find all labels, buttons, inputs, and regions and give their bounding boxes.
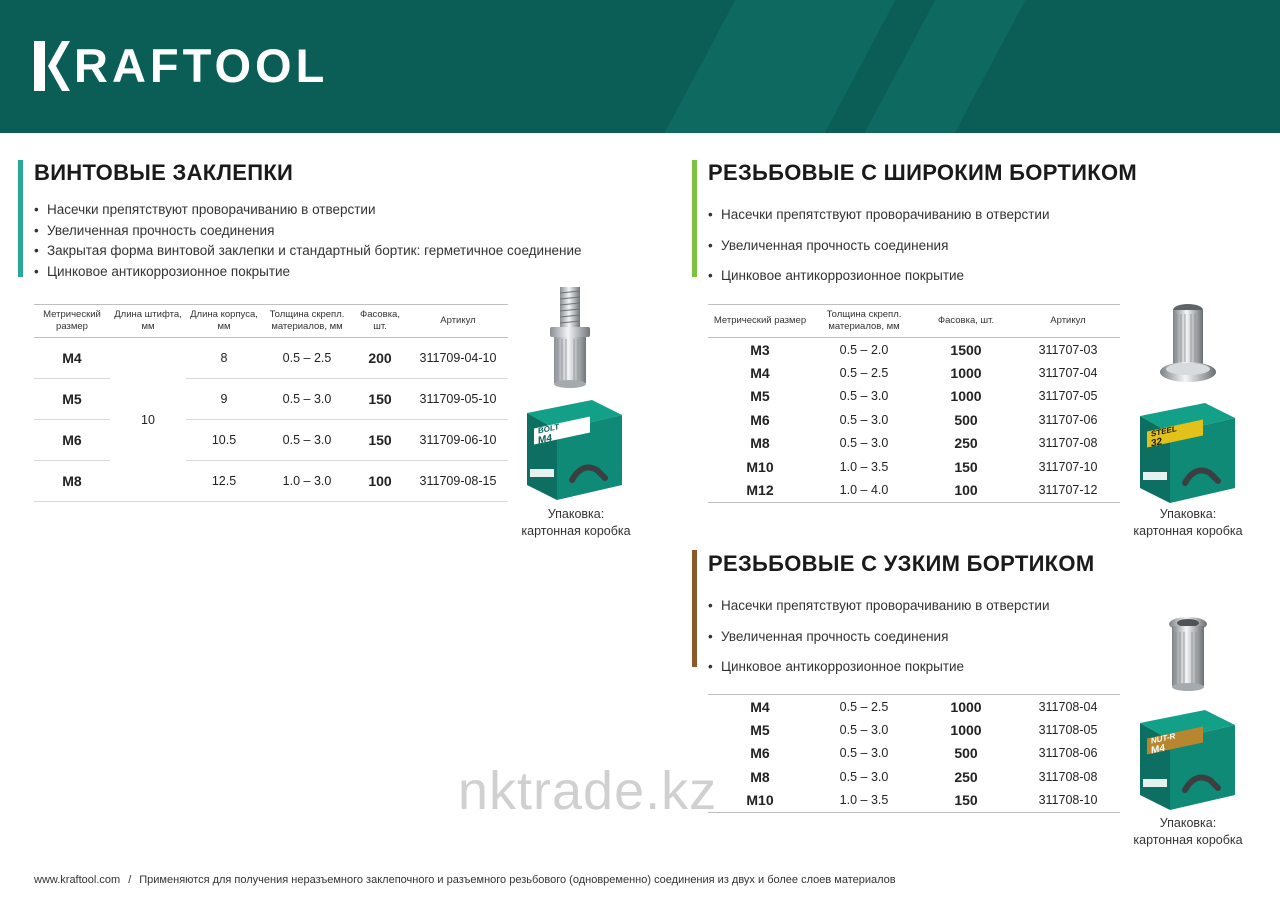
cell-thickness: 0.5 – 2.0 bbox=[839, 342, 889, 357]
packaging-caption bbox=[1122, 815, 1254, 849]
package-box-image bbox=[522, 395, 627, 505]
cell-body-length: 12.5 bbox=[186, 461, 262, 502]
box-size: M4 bbox=[538, 432, 552, 447]
header-decor-stripe bbox=[865, 0, 1026, 133]
page-footer bbox=[34, 874, 896, 886]
cell-pack: 150 bbox=[916, 789, 1016, 813]
package-box-image bbox=[1135, 705, 1240, 813]
spec-table-narrow-flange bbox=[708, 694, 1120, 813]
caption-line: Упаковка: bbox=[1159, 816, 1217, 830]
table-row bbox=[708, 718, 1120, 742]
watermark: nktrade.kz bbox=[458, 761, 718, 821]
header-decor-stripe bbox=[665, 0, 896, 133]
footer-separator: / bbox=[128, 874, 132, 886]
table-row bbox=[708, 338, 1120, 362]
section-accent-bar bbox=[18, 160, 23, 277]
table-row bbox=[34, 461, 508, 502]
cell-size: M10 bbox=[746, 458, 774, 475]
feature-item: • Цинковое антикоррозионное покрытие bbox=[34, 262, 582, 283]
cell-size: M5 bbox=[750, 388, 770, 405]
box-label: STEEL bbox=[1151, 424, 1177, 439]
cell-pack: 500 bbox=[954, 745, 978, 762]
section-title-narrow-flange: РЕЗЬБОВЫЕ С УЗКИМ БОРТИКОМ bbox=[708, 551, 1095, 576]
cell-thickness: 0.5 – 2.5 bbox=[839, 365, 889, 380]
feature-item: • Увеличенная прочность соединения bbox=[34, 221, 582, 242]
table-row bbox=[34, 338, 508, 379]
table-row bbox=[708, 742, 1120, 766]
cell-body-length: 9 bbox=[186, 379, 262, 420]
cell-size: M8 bbox=[34, 461, 110, 502]
cell-article: 311709-05-10 bbox=[408, 379, 508, 420]
cell-size: M12 bbox=[708, 479, 812, 503]
cell-thickness: 0.5 – 3.0 bbox=[262, 420, 352, 461]
feature-item: • Увеличенная прочность соединения bbox=[708, 231, 1050, 262]
kraftool-logo bbox=[34, 40, 328, 92]
cell-size: M10 bbox=[708, 789, 812, 813]
cell-pack: 150 bbox=[954, 458, 978, 475]
cell-pin-length: 10 bbox=[110, 338, 186, 502]
section-accent-bar bbox=[692, 550, 697, 667]
cell-thickness: 0.5 – 3.0 bbox=[839, 389, 889, 404]
cell-pack: 1000 bbox=[916, 695, 1016, 719]
cell-size: M8 bbox=[750, 435, 770, 452]
caption-line: картонная коробка bbox=[1133, 524, 1243, 538]
column-header: Метрический размер bbox=[708, 305, 812, 338]
caption-line: Упаковка: bbox=[547, 507, 605, 521]
cell-size: M4 bbox=[750, 364, 770, 381]
cell-pack: 1500 bbox=[950, 341, 982, 358]
table-row bbox=[708, 479, 1120, 503]
feature-list bbox=[708, 200, 1050, 292]
website-link[interactable]: www.kraftool.com bbox=[34, 874, 121, 886]
table-row bbox=[708, 408, 1120, 432]
box-label: NUT-R bbox=[1151, 731, 1176, 746]
screw-rivet-image bbox=[545, 285, 595, 395]
cell-article: 311707-12 bbox=[1016, 479, 1120, 503]
logo-wordmark: RAFTOOL bbox=[74, 39, 329, 92]
cell-thickness: 0.5 – 3.0 bbox=[839, 722, 889, 737]
cell-body-length: 10.5 bbox=[186, 420, 262, 461]
cell-body-length: 8 bbox=[186, 338, 262, 379]
cell-size: M4 bbox=[708, 695, 812, 719]
cell-article: 311707-10 bbox=[1038, 459, 1098, 474]
cell-pack: 200 bbox=[352, 338, 408, 379]
box-size: M4 bbox=[1151, 742, 1165, 757]
table-header-row bbox=[708, 305, 1120, 338]
spec-table-screw-rivets bbox=[34, 304, 508, 502]
table-row bbox=[708, 385, 1120, 409]
column-header: Длина корпуса, мм bbox=[186, 305, 262, 338]
cell-thickness: 1.0 – 3.5 bbox=[812, 789, 916, 813]
cell-size: M5 bbox=[750, 721, 770, 738]
feature-item: • Закрытая форма винтовой заклепки и стандартный бортик: герметичное соединение bbox=[34, 241, 582, 262]
feature-item: • Цинковое антикоррозионное покрытие bbox=[708, 261, 1050, 292]
section-title-screw-rivets: ВИНТОВЫЕ ЗАКЛЕПКИ bbox=[34, 160, 294, 185]
table-row bbox=[708, 765, 1120, 789]
cell-pack: 1000 bbox=[950, 364, 982, 381]
cell-thickness: 1.0 – 3.5 bbox=[839, 459, 889, 474]
cell-pack: 250 bbox=[954, 435, 978, 452]
table-row bbox=[708, 789, 1120, 813]
cell-pack: 100 bbox=[916, 479, 1016, 503]
table-row bbox=[708, 455, 1120, 479]
cell-thickness: 1.0 – 4.0 bbox=[812, 479, 916, 503]
cell-thickness: 0.5 – 3.0 bbox=[839, 412, 889, 427]
feature-item: • Насечки препятствуют проворачиванию в отверстии bbox=[708, 200, 1050, 231]
column-header: Толщина скрепл. материалов, мм bbox=[262, 305, 352, 338]
feature-list bbox=[708, 591, 1050, 683]
caption-line: Упаковка: bbox=[1159, 507, 1217, 521]
cell-article: 311708-10 bbox=[1016, 789, 1120, 813]
wide-flange-rivet-nut-image bbox=[1158, 300, 1218, 388]
cell-thickness: 1.0 – 3.0 bbox=[262, 461, 352, 502]
column-header: Фасовка, шт. bbox=[916, 305, 1016, 338]
cell-thickness: 0.5 – 2.5 bbox=[262, 338, 352, 379]
column-header: Фасовка, шт. bbox=[352, 305, 408, 338]
caption-line: картонная коробка bbox=[521, 524, 631, 538]
feature-item: • Насечки препятствуют проворачиванию в отверстии bbox=[34, 200, 582, 221]
feature-item: • Насечки препятствуют проворачиванию в отверстии bbox=[708, 591, 1050, 622]
cell-article: 311708-05 bbox=[1038, 722, 1098, 737]
feature-item: • Увеличенная прочность соединения bbox=[708, 622, 1050, 653]
column-header: Артикул bbox=[1016, 305, 1120, 338]
cell-article: 311707-06 bbox=[1038, 412, 1098, 427]
cell-pack: 150 bbox=[352, 420, 408, 461]
cell-size: M5 bbox=[34, 379, 110, 420]
cell-pack: 100 bbox=[352, 461, 408, 502]
packaging-caption bbox=[510, 506, 642, 540]
cell-thickness: 0.5 – 3.0 bbox=[839, 436, 889, 451]
cell-thickness: 0.5 – 3.0 bbox=[839, 746, 889, 761]
cell-article: 311707-03 bbox=[1038, 342, 1098, 357]
cell-article: 311709-04-10 bbox=[408, 338, 508, 379]
cell-size: M6 bbox=[750, 745, 770, 762]
packaging-caption bbox=[1122, 506, 1254, 540]
column-header: Длина штифта, мм bbox=[110, 305, 186, 338]
table-row bbox=[708, 432, 1120, 456]
package-box-image bbox=[1135, 398, 1240, 506]
table-header-row bbox=[34, 305, 508, 338]
section-title-wide-flange: РЕЗЬБОВЫЕ С ШИРОКИМ БОРТИКОМ bbox=[708, 160, 1137, 185]
box-size: 32 bbox=[1151, 436, 1163, 450]
box-label: BOLT bbox=[538, 422, 560, 436]
cell-thickness: 0.5 – 3.0 bbox=[839, 770, 889, 785]
cell-article: 311708-06 bbox=[1038, 746, 1098, 761]
feature-item: • Цинковое антикоррозионное покрытие bbox=[708, 652, 1050, 683]
cell-pack: 250 bbox=[954, 769, 978, 786]
cell-article: 311708-08 bbox=[1038, 770, 1098, 785]
cell-article: 311707-05 bbox=[1038, 389, 1098, 404]
cell-article: 311709-08-15 bbox=[408, 461, 508, 502]
cell-size: M6 bbox=[750, 411, 770, 428]
page-header bbox=[0, 0, 1280, 133]
cell-thickness: 0.5 – 2.5 bbox=[812, 695, 916, 719]
cell-size: M3 bbox=[750, 341, 770, 358]
table-row bbox=[34, 379, 508, 420]
cell-pack: 1000 bbox=[950, 721, 982, 738]
column-header: Артикул bbox=[408, 305, 508, 338]
footer-note: Применяются для получения неразъемного заклепочного и разъемного резьбового (одновременно) соединения из двух и более слоев материалов bbox=[139, 874, 896, 886]
cell-article: 311709-06-10 bbox=[408, 420, 508, 461]
column-header: Метрический размер bbox=[34, 305, 110, 338]
table-row bbox=[34, 420, 508, 461]
cell-pack: 150 bbox=[352, 379, 408, 420]
caption-line: картонная коробка bbox=[1133, 833, 1243, 847]
cell-article: 311707-08 bbox=[1038, 436, 1098, 451]
cell-article: 311708-04 bbox=[1016, 695, 1120, 719]
table-row bbox=[708, 361, 1120, 385]
cell-size: M4 bbox=[34, 338, 110, 379]
feature-list bbox=[34, 200, 582, 282]
cell-article: 311707-04 bbox=[1038, 365, 1098, 380]
narrow-flange-rivet-nut-image bbox=[1160, 608, 1216, 696]
cell-thickness: 0.5 – 3.0 bbox=[262, 379, 352, 420]
cell-size: M8 bbox=[750, 769, 770, 786]
section-accent-bar bbox=[692, 160, 697, 277]
cell-size: M6 bbox=[34, 420, 110, 461]
cell-pack: 1000 bbox=[950, 388, 982, 405]
logo-k-mark bbox=[34, 41, 70, 91]
spec-table-wide-flange bbox=[708, 304, 1120, 503]
cell-pack: 500 bbox=[954, 411, 978, 428]
column-header: Толщина скрепл. материалов, мм bbox=[812, 305, 916, 338]
table-row bbox=[708, 695, 1120, 719]
